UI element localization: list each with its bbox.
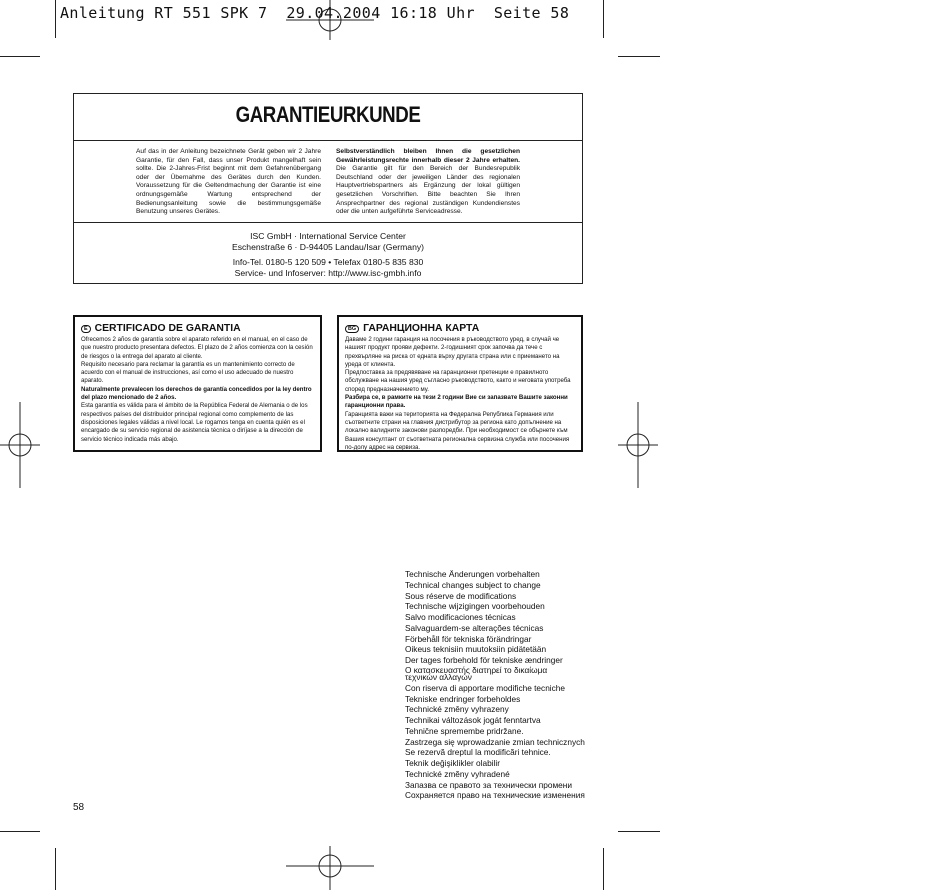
card-title-text: CERTIFICADO DE GARANTIA <box>94 323 241 334</box>
language-badge: E <box>81 325 91 334</box>
list-item: Tehnične spremembe pridržane. <box>405 725 524 736</box>
contact-line-web: Service- und Infoserver: http://www.isc-gmbh.info <box>234 268 422 279</box>
list-item: Se rezervă dreptul la modificări tehnice. <box>405 747 551 758</box>
language-badge: BG <box>345 325 359 334</box>
address-line-street: Eschenstraße 6 · D-94405 Landau/Isar (Germany) <box>231 242 425 253</box>
card-paragraph: Даваме 2 години гаранция на посочения в ръководството уред, в случай че нашият продукт прояви дефекти. 2-годишният срок започва да тече с прехвърляне на риска от едната върху другата страна или с приемането на уреда от клиента. <box>345 336 560 368</box>
print-header: Anleitung RT 551 SPK 7 29.04.2004 16:18 Uhr Seite 58 <box>60 4 570 22</box>
card-body <box>81 336 314 444</box>
guarantee-certificate <box>73 93 583 284</box>
page-number: 58 <box>73 802 85 813</box>
guarantee-right-text: Die Garantie gilt für den Bereich der Bundesrepublik Deutschland oder der jeweiligen Länder des regionalen Hauptvertriebspartners als Ergänzung der lokal gültigen gesetzlichen Vorschriften. Bitte beachten Sie Ihren Ansprechpartner des regional zuständigen Kundendienstes oder die unten aufgeführte Serviceadresse. <box>336 165 520 216</box>
card-paragraph-bold: Разбира се, в рамките на тези 2 години Вие си запазвате Вашите законни гаранционни права. <box>345 394 568 410</box>
card-title <box>345 323 575 335</box>
list-item: Tekniske endringer forbeholdes <box>405 693 521 704</box>
card-paragraph: Esta garantía es válida para el ámbito de la República Federal de Alemania o de los respectivos países del distribuidor principal regional como complemento de las disposiciones legales válidas a nivel local. Le rogamos tenga en cuenta quién es el encargado de su servicio regional de asistencia técnica o diríjase a la dirección de servicio técnico indicada más abajo. <box>81 402 308 443</box>
list-item: Salvaguardem-se alterações técnicas <box>405 622 544 633</box>
list-item: Salvo modificaciones técnicas <box>405 612 516 622</box>
contact-line-phone: Info-Tel. 0180-5 120 509 • Telefax 0180-5 835 830 <box>232 256 424 267</box>
list-item: Technische Änderungen vorbehalten <box>405 569 540 579</box>
crop-mark <box>603 0 604 38</box>
crop-mark <box>55 848 56 890</box>
list-item: Förbehåll för tekniska förändringar <box>405 633 532 644</box>
list-item: Der tages forbehold för tekniske ændringer <box>405 655 563 665</box>
technical-changes-list <box>405 569 585 801</box>
list-item: Запазва се правото за технически промени <box>405 779 572 790</box>
list-item: Сохраняется право на технические изменения <box>405 790 585 801</box>
guarantee-right-column <box>336 148 520 217</box>
card-body <box>345 336 575 452</box>
list-item: Zastrzega się wprowadzanie zmian technicznych <box>405 736 585 747</box>
list-item: Ο κατασκευαστής διατηρεί το δικαίωμα τεχνικών αλλαγών <box>405 664 548 682</box>
list-item: Technical changes subject to change <box>405 579 541 590</box>
card-paragraph: Ofrecemos 2 años de garantía sobre el aparato referido en el manual, en el caso de que nuestro producto presentara defectos. El plazo de 2 años comienza con la cesión de riesgos o la entrega del aparato al cliente. <box>81 336 313 360</box>
card-paragraph: Предпоставка за предявяване на гаранционни претенции е правилното обслужване на нашия уред съгласно ръководството, както и неговата употреба според предназначението му. <box>345 369 571 393</box>
list-item: Con riserva di apportare modifiche tecniche <box>405 682 566 693</box>
list-item: Technische wijzigingen voorbehouden <box>405 601 545 612</box>
crop-mark <box>618 831 660 832</box>
divider <box>74 222 582 223</box>
card-title <box>81 323 314 335</box>
card-paragraph-bold: Naturalmente prevalecen los derechos de garantía concedidos por la ley dentro del plazo mencionado de 2 años. <box>81 385 312 402</box>
registration-mark-left <box>0 402 40 488</box>
list-item: Technické zmĕny vyhradené <box>405 768 510 779</box>
crop-mark <box>0 56 40 57</box>
spanish-guarantee-card <box>73 315 322 452</box>
crop-mark <box>603 848 604 890</box>
guarantee-right-bold: Selbstverständlich bleiben Ihnen die gesetzlichen Gewährleistungsrechte innerhalb dieser 2 Jahre erhalten. <box>336 148 520 164</box>
guarantee-title: GARANTIEURKUNDE <box>235 102 421 127</box>
card-paragraph: Гаранцията важи на територията на Федерална Република Германия или съответните страни на главния дистрибутор за региона като допълнение на локално валидните законови разпоредби. При необходимост се обърнете към Вашия консултант от съответната регионална сервизна служба или посочения по-долу адрес на сервиза. <box>345 410 570 451</box>
list-item: Technikai változások jogát fenntartva <box>405 715 541 725</box>
list-item: Teknik değişiklikler olabilir <box>405 758 500 768</box>
list-item: Sous réserve de modifications <box>405 590 517 601</box>
divider <box>74 140 582 141</box>
guarantee-left-column <box>136 148 321 217</box>
registration-mark-right <box>618 402 658 488</box>
address-line-company: ISC GmbH · International Service Center <box>250 231 406 241</box>
crop-mark <box>55 0 56 38</box>
crop-mark <box>0 831 40 832</box>
list-item: Technické změny vyhrazeny <box>405 704 509 715</box>
card-title-text: ГАРАНЦИОННА КАРТА <box>363 323 480 334</box>
guarantee-left-text: Auf das in der Anleitung bezeichnete Gerät geben wir 2 Jahre Garantie, für den Fall, dass unser Produkt mangelhaft sein sollte. Die 2-Jahres-Frist beginnt mit dem Gefahrenübergang oder der Übernahme des Gerätes durch den Kunden. Voraussetzung für die Geltendmachung der Garantie ist eine ordnungsgemäße Wartung entsprechend der Bedienungsanleitung sowie die bestimmungsgemäße Benutzung unseres Gerätes. <box>136 148 321 216</box>
bulgarian-guarantee-card <box>337 315 583 452</box>
list-item: Oikeus teknisiin muutoksiin pidätetään <box>405 644 547 655</box>
registration-mark-bottom <box>286 846 374 890</box>
service-address <box>74 231 582 280</box>
card-paragraph: Requisito necesario para reclamar la garantía es un mantenimiento correcto de acuerdo con el manual de instrucciones, así como el uso adecuado de nuestro aparato. <box>81 360 295 385</box>
crop-mark <box>618 56 660 57</box>
